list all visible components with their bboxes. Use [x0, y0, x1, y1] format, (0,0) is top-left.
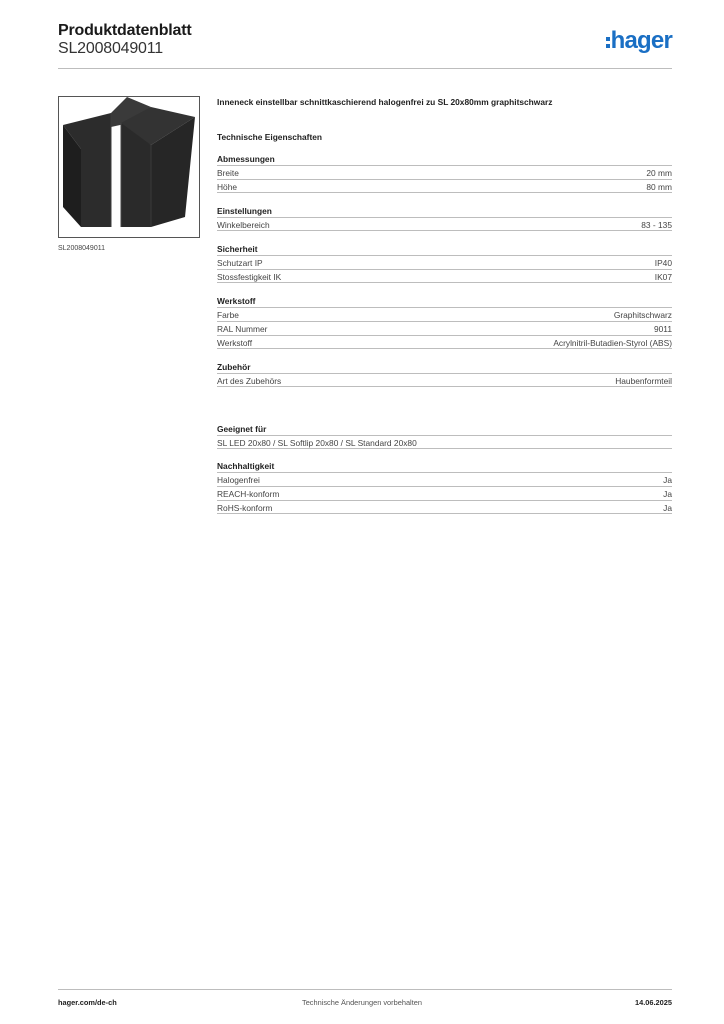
page-header [58, 22, 672, 70]
spec-row [217, 217, 672, 231]
header-divider [58, 68, 672, 69]
spec-value: Acrylnitril-Butadien-Styrol (ABS) [553, 338, 672, 348]
spec-row [217, 335, 672, 349]
spec-value: 9011 [653, 324, 672, 334]
section-einstellungen [217, 205, 672, 231]
section-title: Werkstoff [217, 296, 256, 306]
product-description: Inneneck einstellbar schnittkaschierend halogenfrei zu SL 20x80mm graphitschwarz [217, 97, 553, 107]
image-caption: SL2008049011 [58, 245, 105, 252]
spec-label: Schutzart IP [217, 258, 263, 268]
product-image [58, 96, 200, 238]
spec-label: Breite [217, 168, 239, 178]
section-title: Zubehör [217, 362, 251, 372]
spec-row [217, 373, 672, 387]
spec-row [217, 255, 672, 269]
spec-value: 83 - 135 [641, 220, 672, 230]
spec-label: RoHS-konform [217, 503, 273, 513]
spec-row [217, 500, 672, 514]
section-title: Geeignet für [217, 424, 267, 434]
section-title: Sicherheit [217, 244, 258, 254]
section-zubehoer [217, 361, 672, 387]
technical-properties-heading: Technische Eigenschaften [217, 132, 323, 142]
spec-row [217, 435, 672, 449]
spec-value: IP40 [654, 258, 672, 268]
product-number: SL2008049011 [58, 40, 163, 57]
spec-value: 20 mm [646, 168, 672, 178]
logo-dots-icon [606, 37, 610, 48]
page-title: Produktdatenblatt [58, 22, 192, 39]
spec-value: IK07 [654, 272, 672, 282]
section-nachhaltigkeit [217, 460, 672, 514]
section-title: Einstellungen [217, 206, 272, 216]
spec-value: Ja [663, 475, 672, 485]
spec-label: Farbe [217, 310, 239, 320]
section-werkstoff [217, 295, 672, 349]
footer-disclaimer: Technische Änderungen vorbehalten [302, 998, 422, 1007]
spec-row [217, 179, 672, 193]
logo-text: hager [610, 27, 672, 54]
spec-label: SL LED 20x80 / SL Softlip 20x80 / SL Standard 20x80 [217, 438, 417, 448]
spec-label: Halogenfrei [217, 475, 260, 485]
spec-value: Haubenformteil [615, 376, 672, 386]
spec-label: RAL Nummer [217, 324, 268, 334]
spec-label: REACH-konform [217, 489, 280, 499]
specification-content [217, 96, 672, 514]
hager-logo [606, 28, 672, 54]
spec-label: Stossfestigkeit IK [217, 272, 282, 282]
spec-label: Werkstoff [217, 338, 253, 348]
spec-label: Art des Zubehörs [217, 376, 282, 386]
spec-row [217, 486, 672, 500]
footer-date: 14.06.2025 [635, 998, 672, 1007]
spec-value: 80 mm [646, 182, 672, 192]
spec-value: Graphitschwarz [613, 310, 672, 320]
section-sicherheit [217, 243, 672, 283]
section-title: Abmessungen [217, 154, 275, 164]
spec-value: Ja [663, 489, 672, 499]
spec-row [217, 307, 672, 321]
section-geeignet-fuer [217, 423, 672, 449]
spec-value: Ja [663, 503, 672, 513]
footer-website-link[interactable]: hager.com/de-ch [58, 998, 117, 1007]
spec-row [217, 269, 672, 283]
section-abmessungen [217, 153, 672, 193]
footer-divider [58, 989, 672, 990]
section-title: Nachhaltigkeit [217, 461, 275, 471]
spec-row [217, 321, 672, 335]
spec-row [217, 165, 672, 179]
spec-row [217, 472, 672, 486]
spec-label: Höhe [217, 182, 238, 192]
spec-label: Winkelbereich [217, 220, 270, 230]
